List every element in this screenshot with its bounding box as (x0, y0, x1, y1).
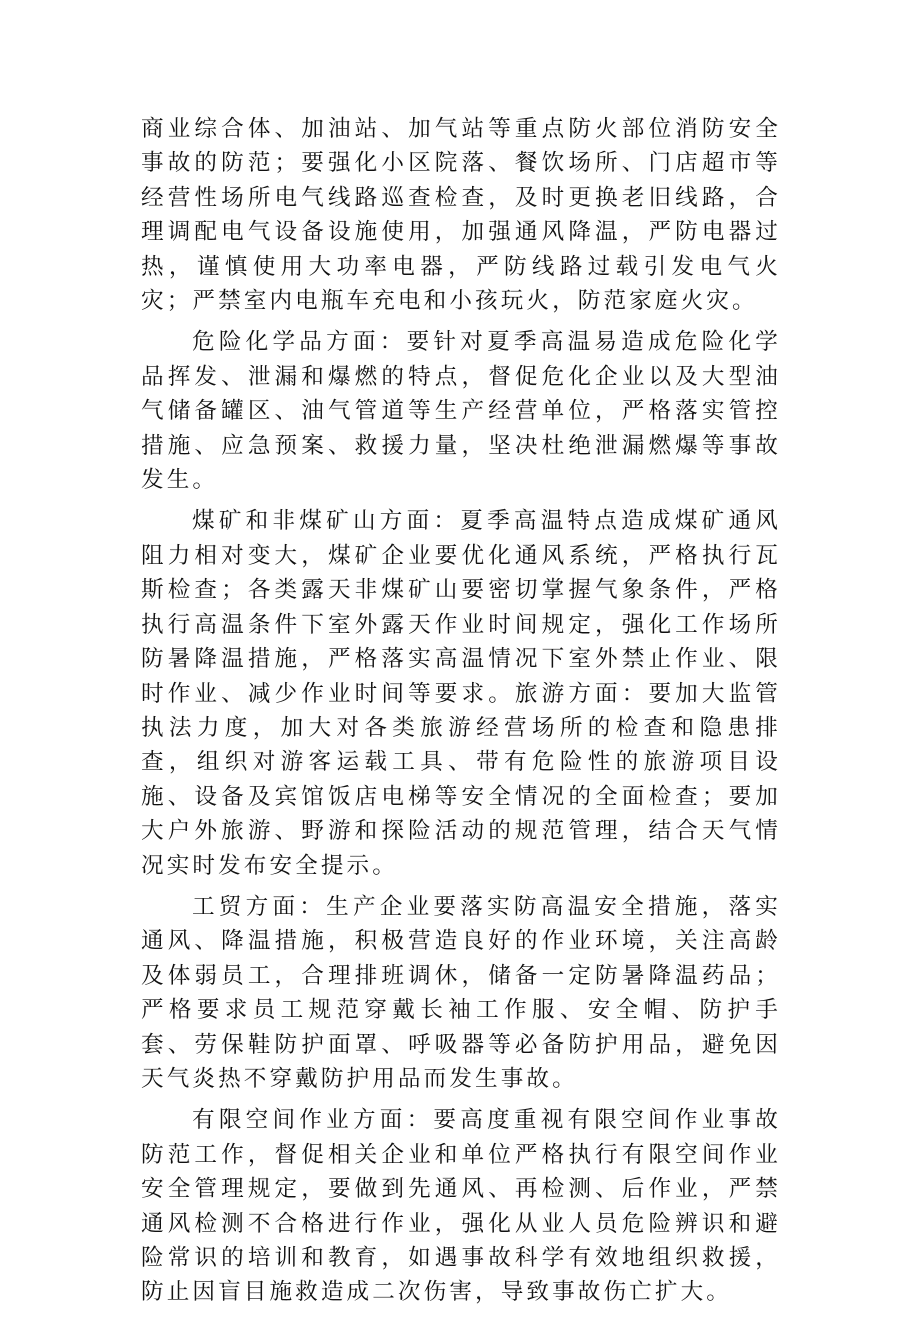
paragraph-industry-trade: 工贸方面：生产企业要落实防高温安全措施，落实通风、降温措施，积极营造良好的作业环境，关注高龄及体弱员工，合理排班调休，储备一定防暑降温药品；严格要求员工规范穿戴长袖工作服、安全帽、防护手套、劳保鞋防护面罩、呼吸器等必备防护用品，避免因天气炎热不穿戴防护用品而发生事故。 (141, 893, 781, 1092)
paragraph-confined-space: 有限空间作业方面：要高度重视有限空间作业事故防范工作，督促相关企业和单位严格执行有限空间作业安全管理规定，要做到先通风、再检测、后作业，严禁通风检测不合格进行作业，强化从业人员危险辨识和避险常识的培训和教育，如遇事故科学有效地组织救援，防止因盲目施救造成二次伤害，导致事故伤亡扩大。 (141, 1107, 781, 1306)
document-body (141, 112, 781, 1317)
paragraph-hazardous-chemicals: 危险化学品方面：要针对夏季高温易造成危险化学品挥发、泄漏和爆燃的特点，督促危化企业以及大型油气储备罐区、油气管道等生产经营单位，严格落实管控措施、应急预案、救援力量，坚决杜绝泄漏燃爆等事故发生。 (141, 329, 781, 494)
paragraph-fire-safety: 商业综合体、加油站、加气站等重点防火部位消防安全事故的防范；要强化小区院落、餐饮场所、门店超市等经营性场所电气线路巡查检查，及时更换老旧线路，合理调配电气设备设施使用，加强通风降温，严防电器过热，谨慎使用大功率电器，严防线路过载引发电气火灾；严禁室内电瓶车充电和小孩玩火，防范家庭火灾。 (141, 116, 781, 315)
paragraph-mines-and-tourism: 煤矿和非煤矿山方面：夏季高温特点造成煤矿通风阻力相对变大，煤矿企业要优化通风系统，严格执行瓦斯检查；各类露天非煤矿山要密切掌握气象条件，严格执行高温条件下室外露天作业时间规定，强化工作场所防暑降温措施，严格落实高温情况下室外禁止作业、限时作业、减少作业时间等要求。旅游方面：要加大监管执法力度，加大对各类旅游经营场所的检查和隐患排查，组织对游客运载工具、带有危险性的旅游项目设施、设备及宾馆饭店电梯等安全情况的全面检查；要加大户外旅游、野游和探险活动的规范管理，结合天气情况实时发布安全提示。 (141, 508, 781, 879)
